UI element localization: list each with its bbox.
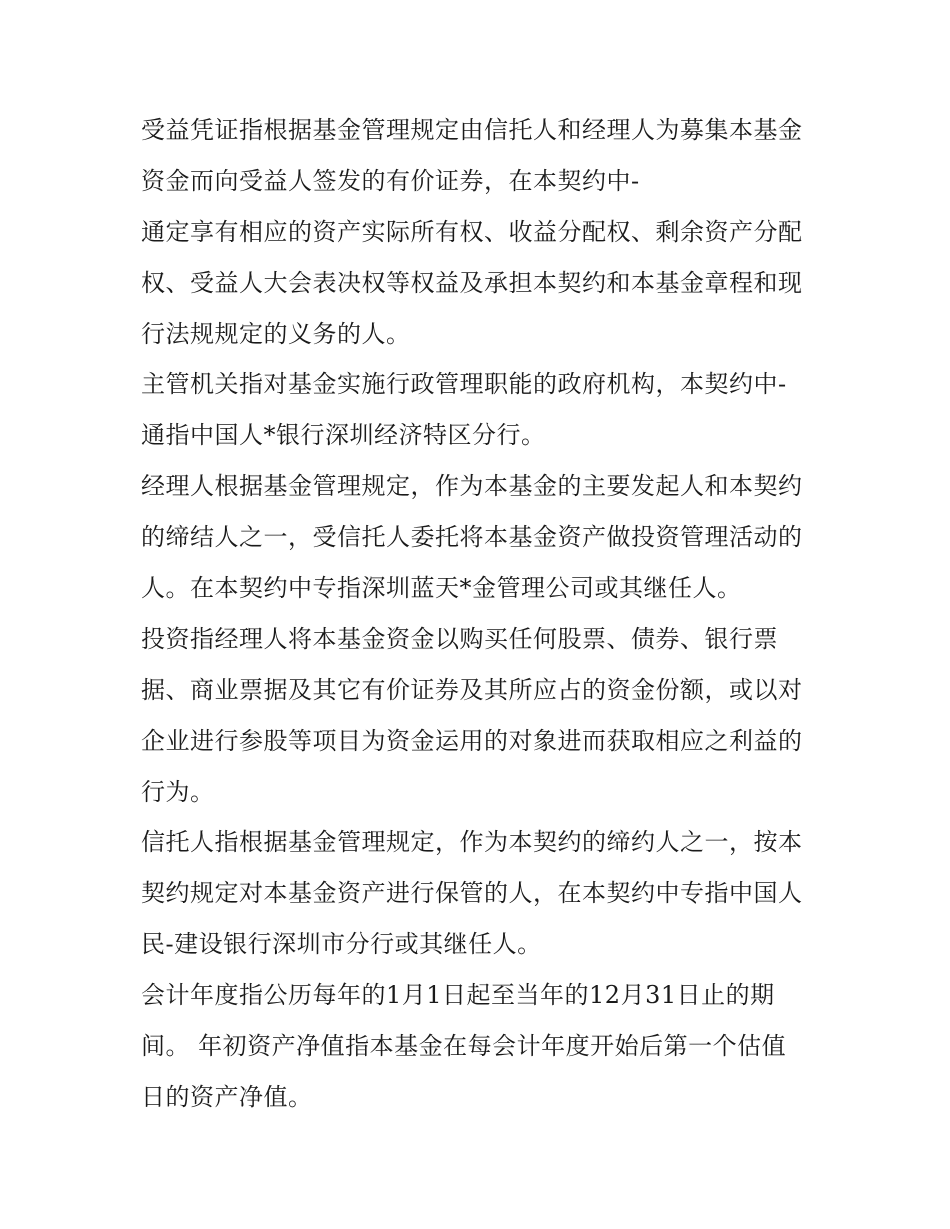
text-line: 民-建设银行深圳市分行或其继任人。	[141, 930, 542, 959]
text-line: 间。 年初资产净值指本基金在每会计年度开始后第一个估值	[141, 1032, 787, 1061]
text-line: 资金而向受益人签发的有价证券，在本契约中-	[141, 166, 640, 195]
text-line: 主管机关指对基金实施行政管理职能的政府机构，本契约中-	[141, 370, 787, 399]
text-line: 的缔结人之一，受信托人委托将本基金资产做投资管理活动的	[141, 523, 803, 552]
body-text	[141, 105, 821, 1123]
text-line: 通定享有相应的资产实际所有权、收益分配权、剩余资产分配	[141, 217, 803, 246]
text-line: 人。在本契约中专指深圳蓝天*金管理公司或其继任人。	[141, 574, 742, 603]
text-line: 权、受益人大会表决权等权益及承担本契约和本基金章程和现	[141, 268, 803, 297]
text-line: 行为。	[141, 777, 215, 806]
text-line: 通指中国人*银行深圳经济特区分行。	[141, 421, 546, 450]
text-line: 会计年度指公历每年的1月1日起至当年的12月31日止的期	[141, 981, 775, 1010]
text-line: 企业进行参股等项目为资金运用的对象进而获取相应之利益的	[141, 726, 803, 755]
text-line: 行法规规定的义务的人。	[141, 319, 411, 348]
text-line: 日的资产净值。	[141, 1082, 313, 1111]
text-line: 投资指经理人将本基金资金以购买任何股票、债券、银行票	[141, 624, 778, 653]
text-line: 受益凭证指根据基金管理规定由信托人和经理人为募集本基金	[141, 116, 803, 144]
text-line: 信托人指根据基金管理规定，作为本契约的缔约人之一，按本	[141, 828, 803, 857]
text-line: 经理人根据基金管理规定，作为本基金的主要发起人和本契约	[141, 472, 803, 501]
text-line: 契约规定对本基金资产进行保管的人，在本契约中专指中国人	[141, 879, 803, 908]
text-line: 据、商业票据及其它有价证券及其所应占的资金份额，或以对	[141, 675, 803, 704]
